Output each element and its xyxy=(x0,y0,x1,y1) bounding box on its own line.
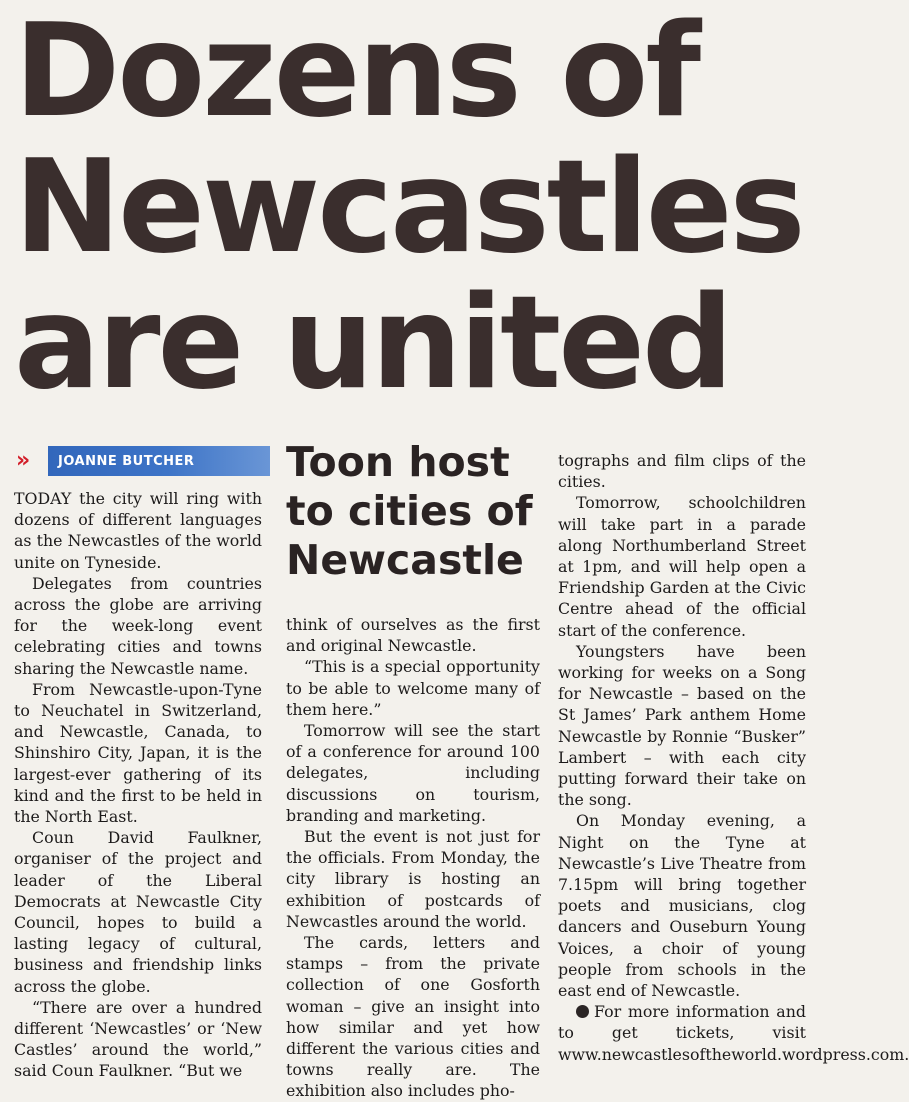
byline-bar xyxy=(14,446,270,476)
paragraph: “This is a special opportunity to be able to welcome many of them here.” xyxy=(286,657,540,719)
info-text: For more information and to get tickets, visit www.newcastlesoftheworld.wordpress.com. xyxy=(558,1002,909,1064)
paragraph: tographs and film clips of the cities. xyxy=(558,451,806,492)
paragraph: Youngsters have been working for weeks on a Song for Newcastle – based on the St James’ Park anthem Home Newcastle by Ronnie “Busker” Lambert – with each city putting forward their take on the song. xyxy=(558,641,806,810)
paragraph: Tomorrow will see the start of a conference for around 100 delegates, including discussions on tourism, branding and marketing. xyxy=(286,721,540,825)
paragraph: From Newcastle-upon-Tyne to Neuchatel in Switzerland, and Newcastle, Canada, to Shinshiro City, Japan, it is the largest-ever gathering of its kind and the first to be held in the North East. xyxy=(14,679,262,827)
subheadline xyxy=(286,438,546,585)
paragraph: The cards, letters and stamps – from the private collection of one Gosforth woman – give an insight into how similar and yet how different the various cities and towns really are. The exhibition also includes pho- xyxy=(286,933,540,1101)
article-column-2 xyxy=(286,614,540,1102)
subheadline-line-3: Newcastle xyxy=(286,536,524,584)
info-paragraph xyxy=(558,1001,909,1065)
subheadline-line-2: to cities of xyxy=(286,487,533,535)
paragraph: TODAY the city will ring with dozens of different languages as the Newcastles of the world unite on Tyneside. xyxy=(14,489,262,572)
headline-line-3: are united xyxy=(14,269,731,418)
paragraph: But the event is not just for the officials. From Monday, the city library is hosting an exhibition of postcards of Newcastles around the world. xyxy=(286,827,540,931)
subheadline-line-1: Toon host xyxy=(286,438,510,486)
author-name: JOANNE BUTCHER xyxy=(58,453,195,469)
headline xyxy=(14,0,809,418)
article-column-3 xyxy=(558,450,909,1065)
paragraph: “There are over a hundred different ‘Newcastles’ or ‘New Castles’ around the world,” said Coun Faulkner. “But we xyxy=(14,997,262,1081)
bullet-icon xyxy=(576,1005,589,1018)
headline-line-1: Dozens of xyxy=(14,0,698,146)
article-column-1 xyxy=(14,488,262,1082)
paragraph: think of ourselves as the first and original Newcastle. xyxy=(286,615,540,656)
paragraph: Tomorrow, schoolchildren will take part in a parade along Northumberland Street at 1pm, and will help open a Friendship Garden at the Civic Centre ahead of the official start of the conference. xyxy=(558,493,806,640)
paragraph: Coun David Faulkner, organiser of the project and leader of the Liberal Democrats at Newcastle City Council, hopes to build a lasting legacy of cultural, business and friendship links across the globe. xyxy=(14,828,262,996)
paragraph: Delegates from countries across the globe are arriving for the week-long event celebrating cities and towns sharing the Newcastle name. xyxy=(14,573,262,678)
chevron-icon: » xyxy=(14,446,48,476)
paragraph: On Monday evening, a Night on the Tyne at Newcastle’s Live Theatre from 7.15pm will bring together poets and musicians, clog dancers and Ouseburn Young Voices, a choir of young people from schools in the east end of Newcastle. xyxy=(558,811,806,1001)
headline-line-2: Newcastles xyxy=(14,133,803,282)
